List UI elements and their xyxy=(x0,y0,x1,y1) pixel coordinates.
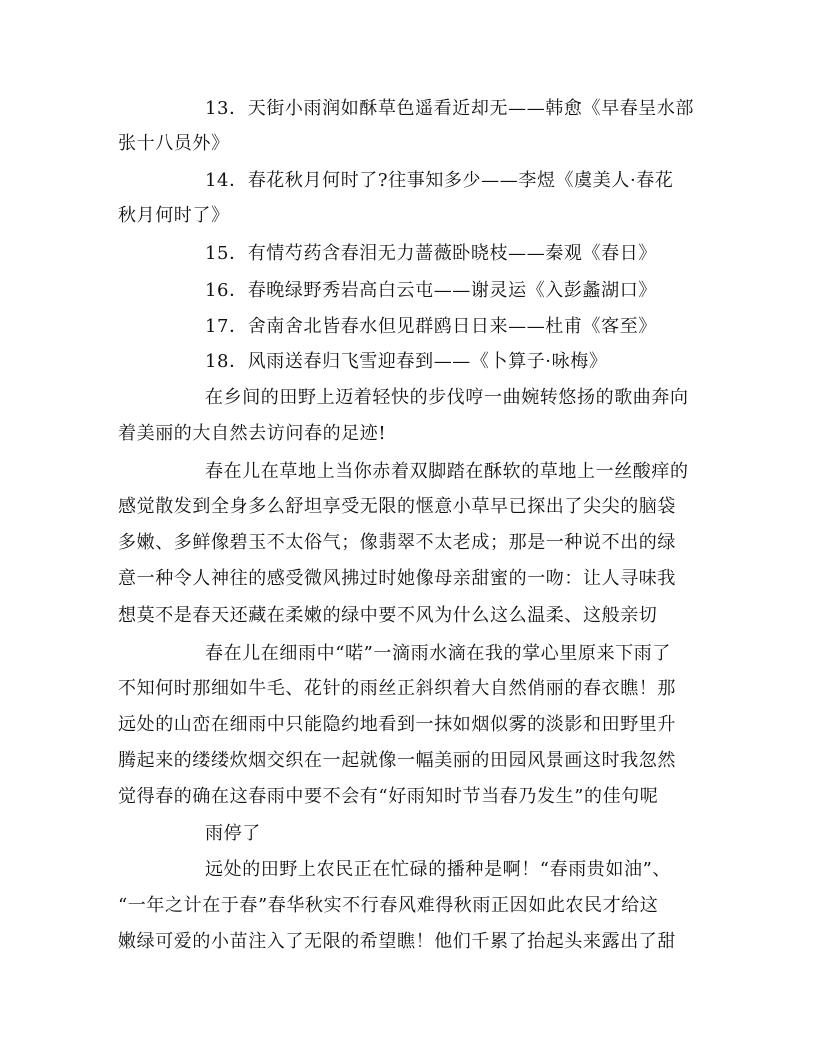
paragraph-2-line-4: 意一种令人神往的感受微风拂过时她像母亲甜蜜的一吻：让人寻味我 xyxy=(118,568,676,589)
paragraph-5-line-2: “一年之计在于春”春华秋实不行春风难得秋雨正因如此农民才给这 xyxy=(118,895,659,916)
poem-13-line-2: 张十八员外》 xyxy=(118,133,230,154)
paragraph-2-line-2: 感觉散发到全身多么舒坦享受无限的惬意小草早已探出了尖尖的脑袋 xyxy=(118,496,676,517)
paragraph-2-line-5: 想莫不是春天还藏在柔嫩的绿中要不风为什么这么温柔、这般亲切 xyxy=(118,605,658,626)
poem-17: 17．舍南舍北皆春水但见群鸥日日来——杜甫《客至》 xyxy=(205,316,657,337)
paragraph-2-line-1: 春在儿在草地上当你赤着双脚踏在酥软的草地上一丝酸痒的 xyxy=(205,461,689,482)
poem-18: 18．风雨送春归飞雪迎春到——《卜算子·咏梅》 xyxy=(205,351,608,372)
paragraph-4: 雨停了 xyxy=(205,823,261,844)
paragraph-3-line-2: 不知何时那细如牛毛、花针的雨丝正斜织着大自然俏丽的春衣瞧！那 xyxy=(118,678,676,699)
poem-14-line-2: 秋月何时了》 xyxy=(118,205,230,226)
paragraph-3-line-4: 腾起来的缕缕炊烟交织在一起就像一幅美丽的田园风景画这时我忽然 xyxy=(118,750,676,771)
paragraph-5-line-3: 嫩绿可爱的小苗注入了无限的希望瞧！他们千累了抬起头来露出了甜 xyxy=(118,931,676,952)
paragraph-3-line-5: 觉得春的确在这春雨中要不会有“好雨知时节当春乃发生”的佳句呢 xyxy=(118,786,659,807)
paragraph-2-line-3: 多嫩、多鲜像碧玉不太俗气；像翡翠不太老成；那是一种说不出的绿 xyxy=(118,532,676,553)
poem-14-line-1: 14．春花秋月何时了?往事知多少——李煜《虞美人·春花 xyxy=(205,170,674,191)
poem-13-line-1: 13．天街小雨润如酥草色遥看近却无——韩愈《早春呈水部 xyxy=(205,98,695,119)
paragraph-1-line-2: 着美丽的大自然去访问春的足迹! xyxy=(118,423,387,444)
paragraph-1-line-1: 在乡间的田野上迈着轻快的步伐哼一曲婉转悠扬的歌曲奔向 xyxy=(205,387,689,408)
poem-15: 15．有情芍药含春泪无力蔷薇卧晓枝——秦观《春日》 xyxy=(205,243,657,264)
poem-16: 16．春晚绿野秀岩高白云屯——谢灵运《入彭蠡湖口》 xyxy=(205,280,657,301)
paragraph-3-line-3: 远处的山峦在细雨中只能隐约地看到一抹如烟似雾的淡影和田野里升 xyxy=(118,714,676,735)
paragraph-5-line-1: 远处的田野上农民正在忙碌的播种是啊！“春雨贵如油”、 xyxy=(205,859,672,880)
paragraph-3-line-1: 春在儿在细雨中“喏”一滴雨水滴在我的掌心里原来下雨了 xyxy=(205,643,672,664)
